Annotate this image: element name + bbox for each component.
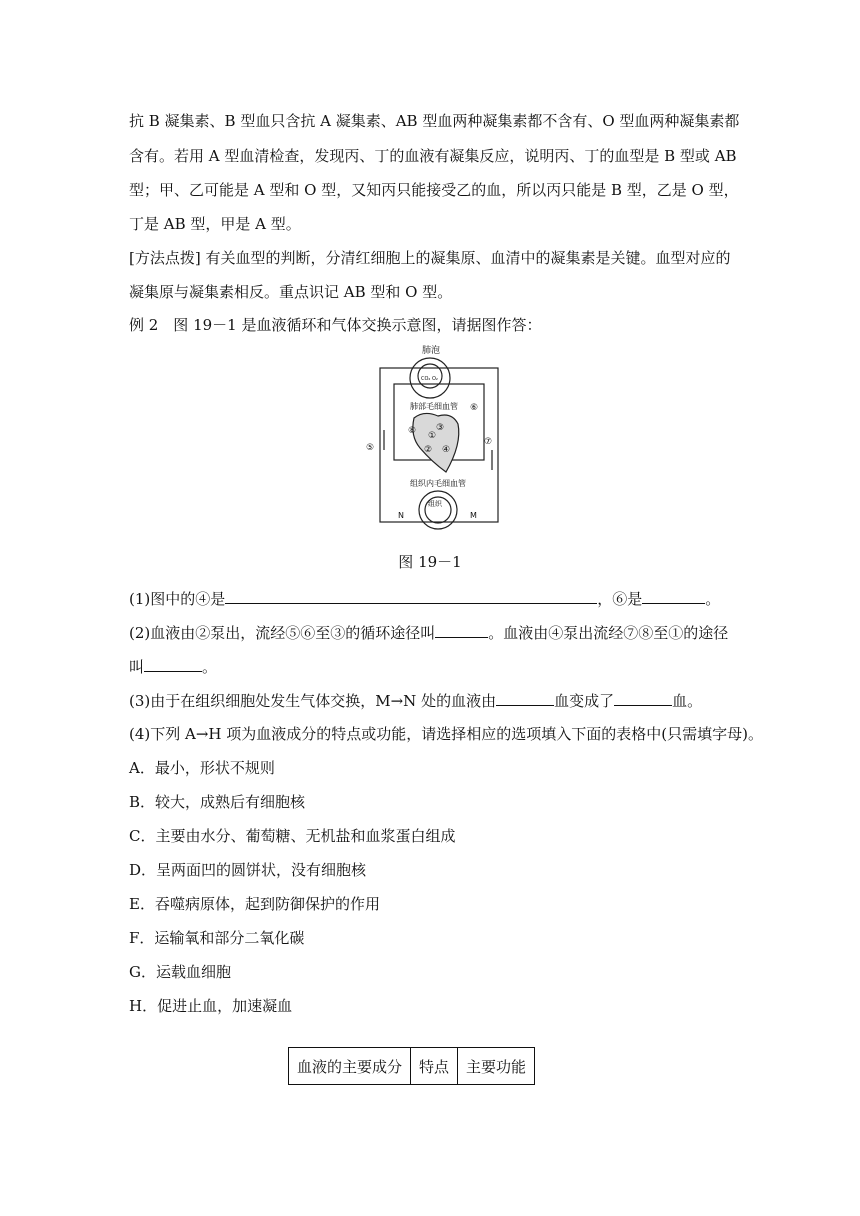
paragraph-line: 抗 B 凝集素、B 型血只含抗 A 凝集素、AB 型血两种凝集素都不含有、O 型血两种凝集素都 [129, 112, 740, 130]
question-2-cont [129, 656, 217, 677]
question-3 [129, 690, 702, 711]
blood-components-table [288, 1047, 535, 1085]
table-header-row [289, 1048, 535, 1085]
label-n: N [398, 511, 404, 520]
option-d: D．呈两面凹的圆饼状，没有细胞核 [129, 861, 367, 879]
q3-text-a: (3)由于在组织细胞处发生气体交换，M→N 处的血液由 [129, 692, 497, 710]
label-8: ⑧ [408, 426, 417, 436]
label-co2: CO₂ [421, 376, 431, 382]
label-1: ① [428, 431, 437, 441]
q2-text-b: 。血液由④泵出流经⑦⑧至①的途径 [488, 624, 729, 642]
option-f: F．运输氧和部分二氧化碳 [129, 929, 305, 947]
circulation-diagram [366, 340, 506, 530]
label-o2: O₂ [432, 376, 438, 382]
q2-text-a: (2)血液由②泵出，流经⑤⑥至③的循环途径叫 [129, 624, 436, 642]
label-tissue: 组织 [428, 500, 442, 508]
label-2: ② [424, 445, 433, 455]
label-m: M [470, 511, 477, 520]
answer-blank[interactable] [225, 588, 597, 604]
option-c: C．主要由水分、葡萄糖、无机盐和血浆蛋白组成 [129, 827, 456, 845]
option-g: G．运载血细胞 [129, 963, 231, 981]
answer-blank[interactable] [435, 622, 488, 638]
option-b: B．较大，成熟后有细胞核 [129, 793, 306, 811]
q1-text-b: ，⑥是 [597, 590, 643, 608]
q1-text-c: 。 [705, 590, 721, 608]
answer-blank[interactable] [496, 690, 554, 706]
paragraph-line: 含有。若用 A 型血清检查，发现丙、丁的血液有凝集反应，说明丙、丁的血型是 B 型或 AB [129, 147, 737, 165]
label-7: ⑦ [484, 437, 493, 447]
paragraph-line: 型；甲、乙可能是 A 型和 O 型，又知丙只能接受乙的血，所以丙只能是 B 型，乙是 O 型， [129, 181, 739, 199]
q2-text-c: 叫 [129, 658, 145, 676]
q2-text-d: 。 [202, 658, 218, 676]
option-h: H．促进止血，加速凝血 [129, 997, 293, 1015]
label-lung-capillary: 肺部毛细血管 [410, 402, 458, 411]
q3-text-b: 血变成了 [554, 692, 615, 710]
option-e: E．吞噬病原体，起到防御保护的作用 [129, 895, 380, 913]
example-heading: 例 2 图 19－1 是血液循环和气体交换示意图，请据图作答： [129, 316, 542, 334]
table-header-cell: 主要功能 [458, 1048, 535, 1085]
label-5: ⑤ [366, 443, 375, 453]
figure-caption: 图 19－1 [398, 553, 462, 571]
q3-text-c: 血。 [672, 692, 703, 710]
label-alveolus: 肺泡 [422, 346, 441, 356]
question-1 [129, 588, 720, 609]
label-4: ④ [442, 445, 451, 455]
table-header-cell: 特点 [411, 1048, 458, 1085]
label-6: ⑥ [470, 403, 479, 413]
paragraph-line: 丁是 AB 型，甲是 A 型。 [129, 215, 301, 233]
label-3: ③ [436, 423, 445, 433]
question-4: (4)下列 A→H 项为血液成分的特点或功能，请选择相应的选项填入下面的表格中(只需填字母)。 [129, 725, 763, 743]
q1-text-a: (1)图中的④是 [129, 590, 226, 608]
answer-blank[interactable] [144, 656, 202, 672]
label-tissue-capillary: 组织内毛细血管 [410, 479, 466, 488]
option-a: A．最小，形状不规则 [129, 759, 275, 777]
table-header-cell: 血液的主要成分 [289, 1048, 411, 1085]
method-tip-line: 凝集原与凝集素相反。重点识记 AB 型和 O 型。 [129, 283, 453, 301]
answer-blank[interactable] [642, 588, 705, 604]
answer-blank[interactable] [614, 690, 672, 706]
question-2 [129, 622, 728, 643]
method-tip-line: [方法点拨] 有关血型的判断，分清红细胞上的凝集原、血清中的凝集素是关键。血型对应的 [129, 249, 731, 267]
